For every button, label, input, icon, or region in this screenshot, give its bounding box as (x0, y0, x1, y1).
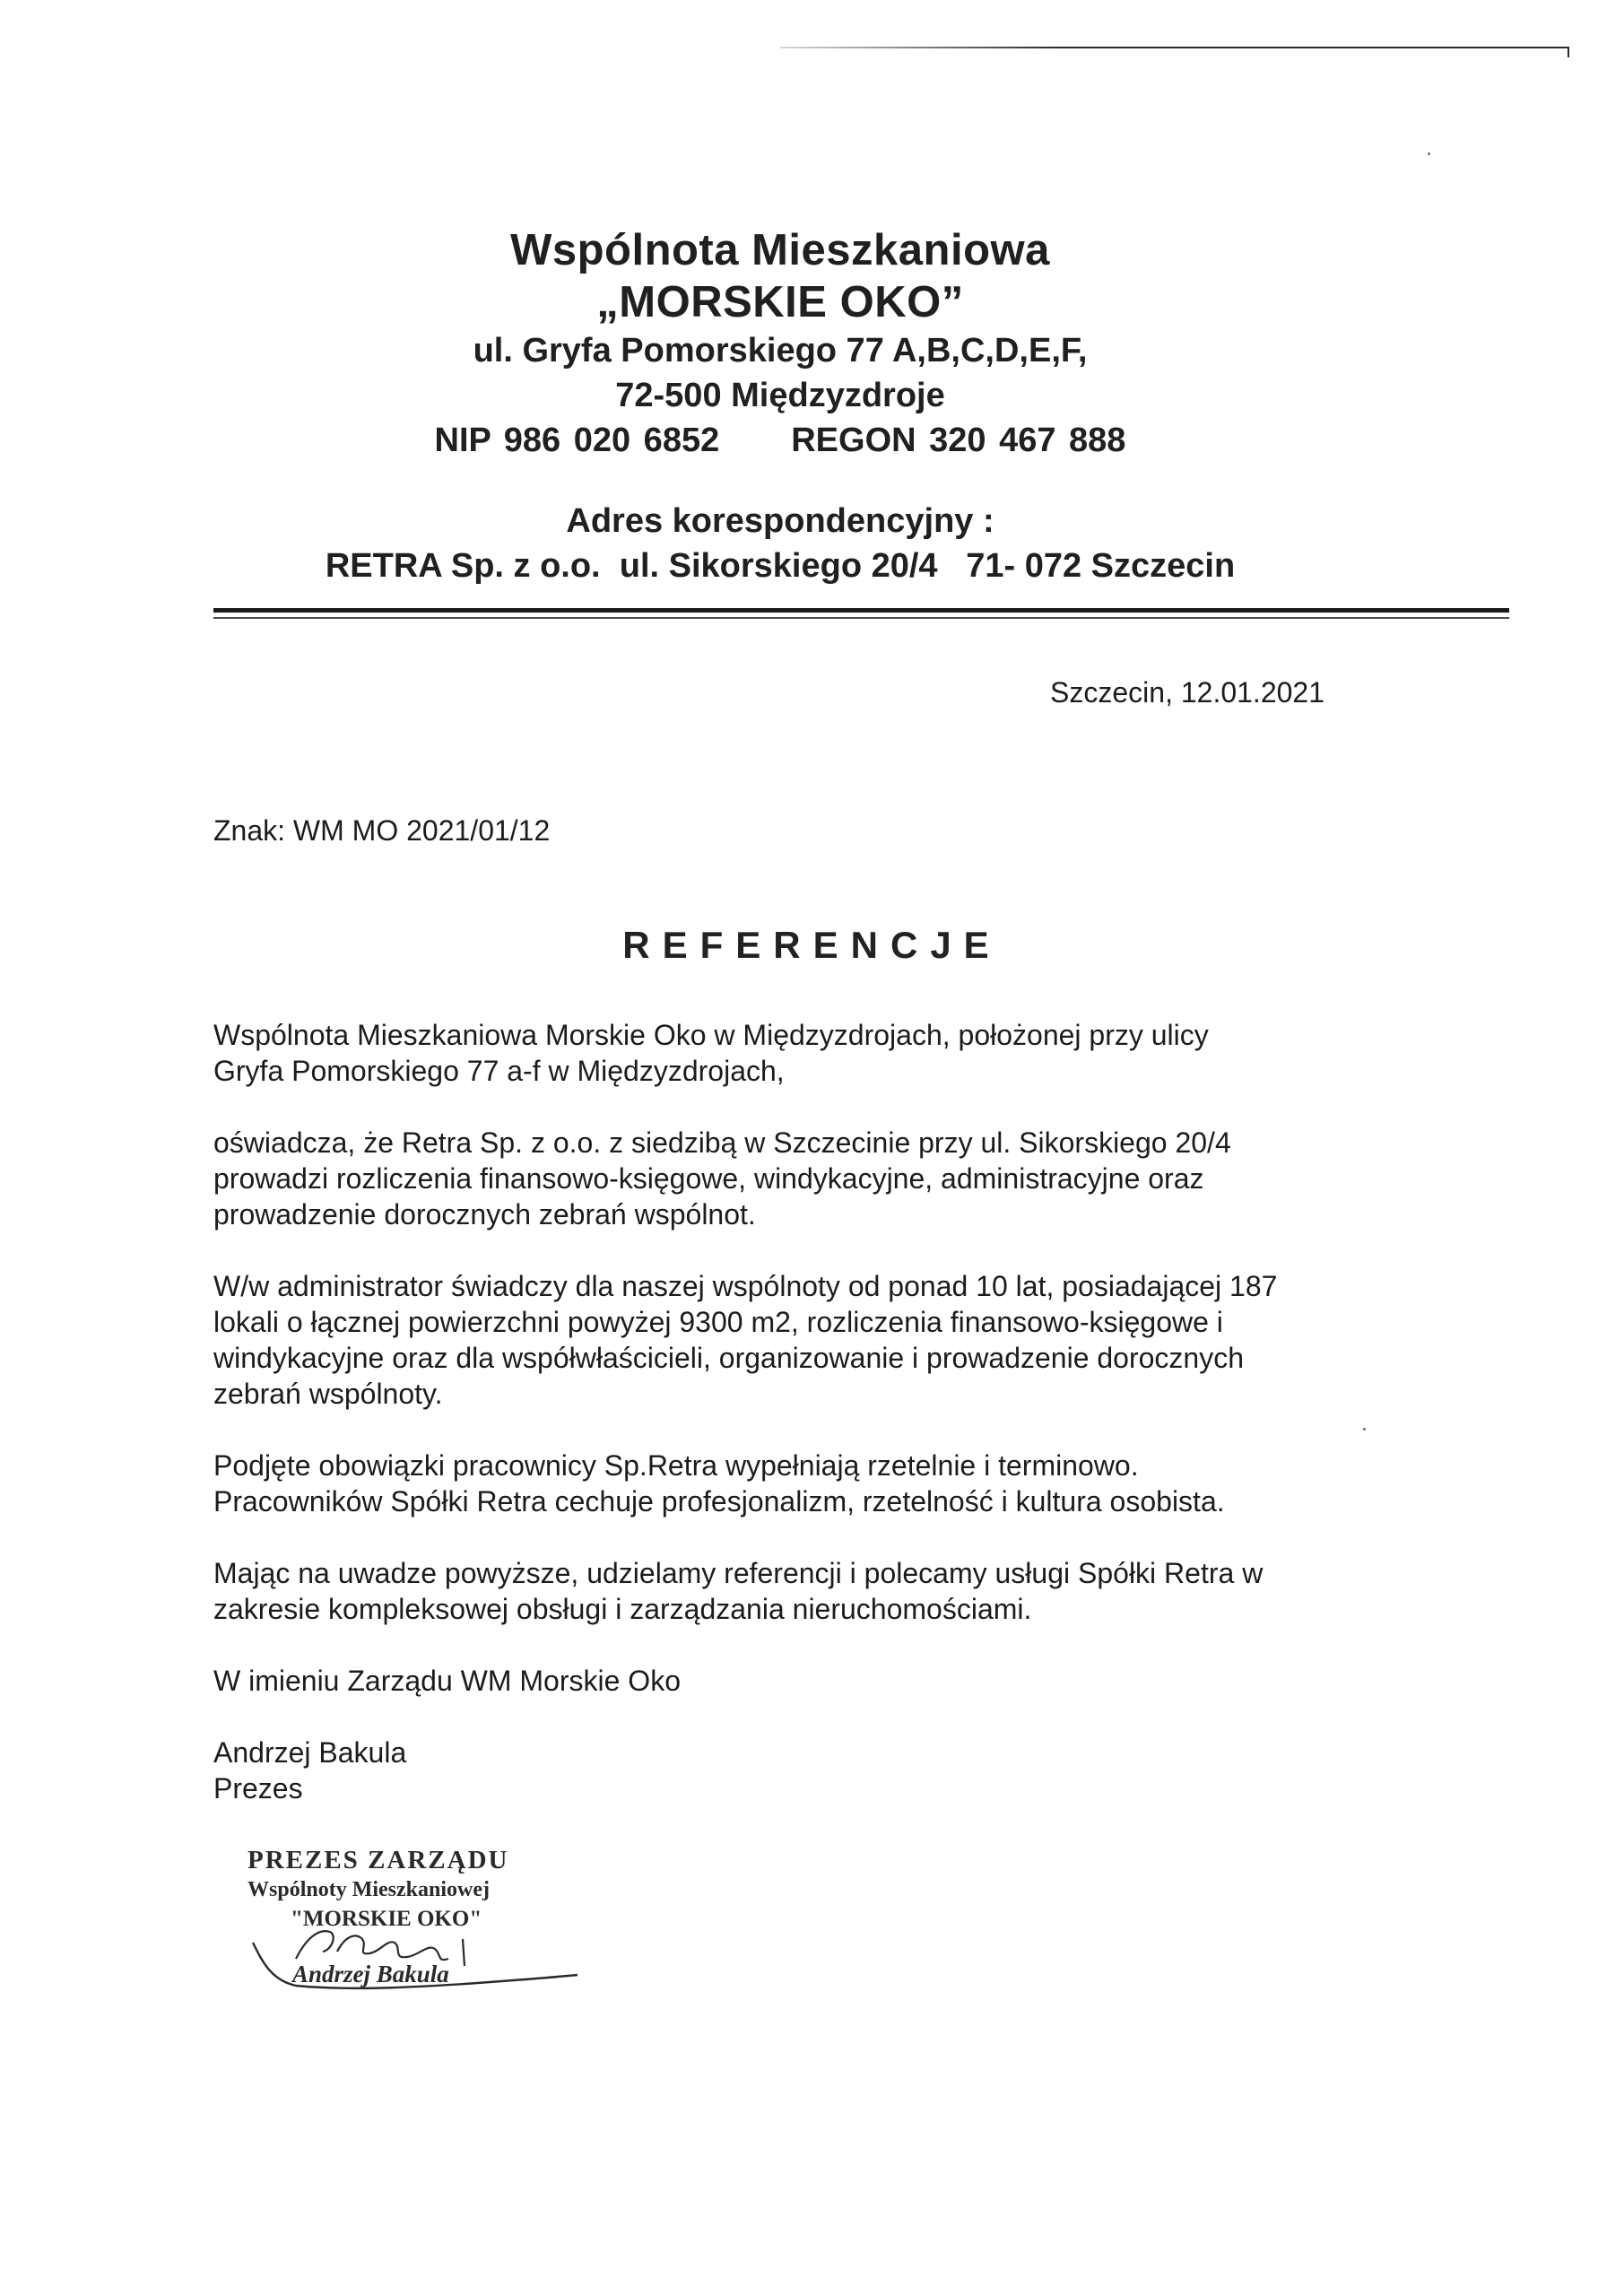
stamp-signatory: Andrzej Bakula (292, 1961, 449, 1987)
signatory-name: Andrzej Bakula (213, 1736, 407, 1769)
org-name: Wspólnota Mieszkaniowa (510, 226, 1050, 274)
document-title: REFERENCJE (622, 924, 1002, 966)
paragraph: Mając na uwadze powyższe, udzielamy referencji i polecamy usługi Spółki Retra w zakresie kompleksowej obsługi i zarządzania nieruchomościami. (213, 1557, 1264, 1625)
paragraph: W/w administrator świadczy dla naszej wspólnoty od ponad 10 lat, posiadającej 187 lokali o łącznej powierzchni powyżej 9300 m2, rozliczenia finansowo-księgowe i windykacyjne oraz dla współwłaścicieli, organizowanie i prowadzenie dorocznych zebrań wspólnoty. (213, 1270, 1278, 1410)
letter-date: Szczecin, 12.01.2021 (1050, 676, 1324, 709)
nip-number: NIP 986 020 6852 (434, 422, 720, 459)
paragraph: oświadcza, że Retra Sp. z o.o. z siedzibą w Szczecinie przy ul. Sikorskiego 20/4 prowadzi rozliczenia finansowo-księgowe, windykacyjne, administracyjne oraz prowadzenie dorocznych zebrań wspólnot. (213, 1126, 1231, 1231)
letterhead-divider (213, 608, 1509, 613)
stamp-org: Wspólnoty Mieszkaniowej (248, 1878, 490, 1901)
closing-line: W imieniu Zarządu WM Morskie Oko (213, 1665, 681, 1697)
stamp-title: PREZES ZARZĄDU (248, 1846, 509, 1874)
signatory-role: Prezes (213, 1772, 303, 1805)
stamp-org-name: "MORSKIE OKO" (291, 1907, 482, 1931)
org-subname: „MORSKIE OKO” (596, 278, 964, 326)
letter-body (213, 1017, 1469, 1806)
regon-number: REGON 320 467 888 (791, 422, 1126, 459)
paragraph: Wspólnota Mieszkaniowa Morskie Oko w Międzyzdrojach, położonej przy ulicy Gryfa Pomorskiego 77 a-f w Międzyzdrojach, (213, 1019, 1209, 1087)
correspondence-address: RETRA Sp. z o.o. ul. Sikorskiego 20/4 71- 072 Szczecin (325, 547, 1236, 585)
tax-ids (215, 418, 1345, 463)
address-line-1: ul. Gryfa Pomorskiego 77 A,B,C,D,E,F, (473, 332, 1088, 370)
official-stamp (244, 1846, 585, 2007)
letterhead (215, 224, 1345, 588)
letterhead-divider-thin (213, 617, 1509, 619)
address-line-2: 72-500 Międzyzdroje (615, 377, 945, 414)
paragraph: Podjęte obowiązki pracownicy Sp.Retra wypełniają rzetelnie i terminowo. Pracowników Spółki Retra cechuje profesjonalizm, rzetelność i kultura osobista. (213, 1449, 1225, 1518)
reference-number: Znak: WM MO 2021/01/12 (213, 814, 551, 847)
correspondence-label: Adres korespondencyjny : (566, 502, 994, 540)
handwritten-signature (244, 1846, 585, 2007)
scan-speck (1428, 152, 1430, 155)
scan-edge-line (780, 47, 1569, 48)
scan-edge-tick (1568, 47, 1569, 57)
